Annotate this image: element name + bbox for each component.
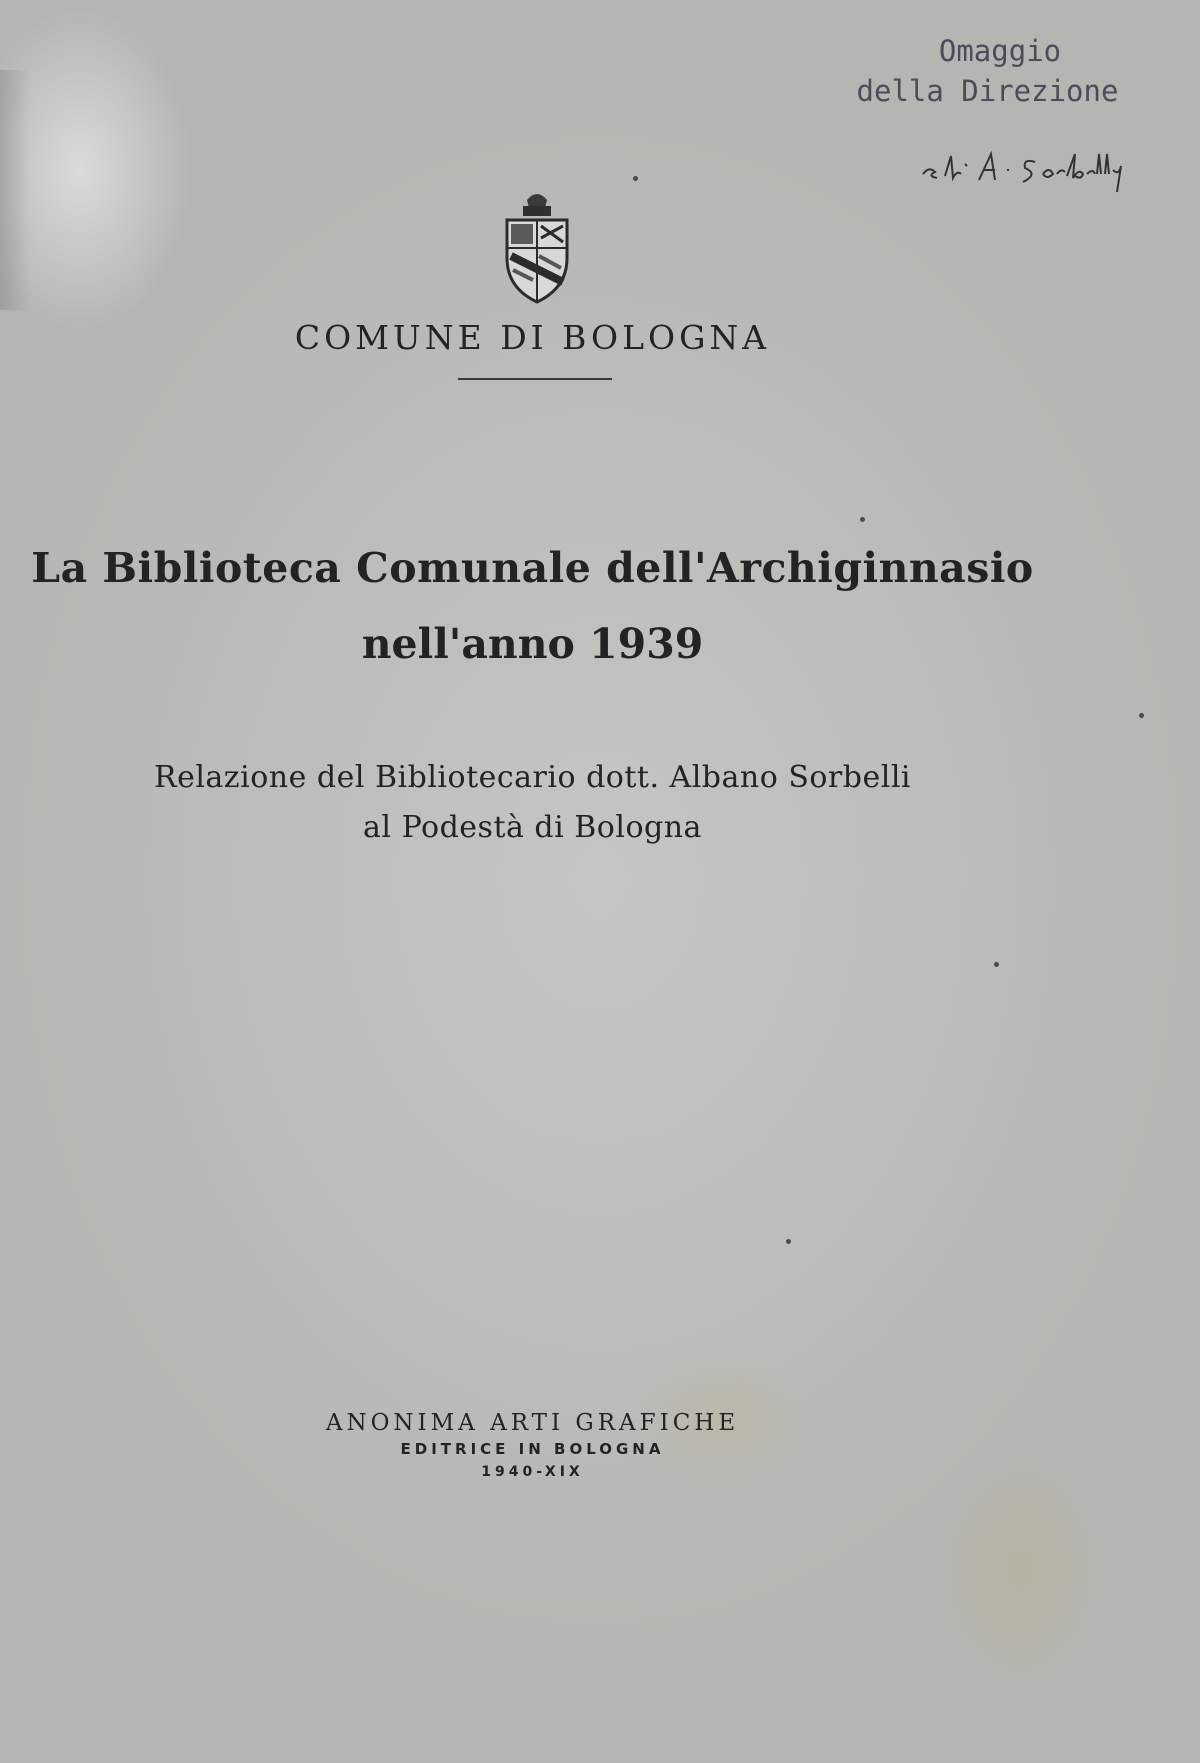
title-line-1: La Biblioteca Comunale dell'Archiginnasio [31,544,1034,592]
paper-speck [633,176,638,181]
paper-speck [786,1239,791,1244]
header-divider [458,378,612,380]
title-line-2: nell'anno 1939 [361,620,704,668]
paper-speck [1139,713,1144,718]
paper-stain [0,70,30,310]
subtitle-line-1: Relazione del Bibliotecario dott. Albano Sorbelli [153,760,912,795]
bologna-coat-of-arms-icon [501,186,573,304]
stamp-line-2: della Direzione [856,74,1119,108]
publication-date: 1940-XIX [481,1464,584,1480]
subtitle-line-2: al Podestà di Bologna [363,810,702,845]
handwritten-signature [915,140,1135,210]
dedication-stamp [840,34,1170,108]
publisher-name: ANONIMA ARTI GRAFICHE [325,1410,740,1436]
paper-speck [994,962,999,967]
issuer-name: COMUNE DI BOLOGNA [294,318,771,357]
paper-speck [860,517,865,522]
publisher-location: EDITRICE IN BOLOGNA [400,1440,665,1458]
stamp-line-1: Omaggio [938,34,1062,68]
